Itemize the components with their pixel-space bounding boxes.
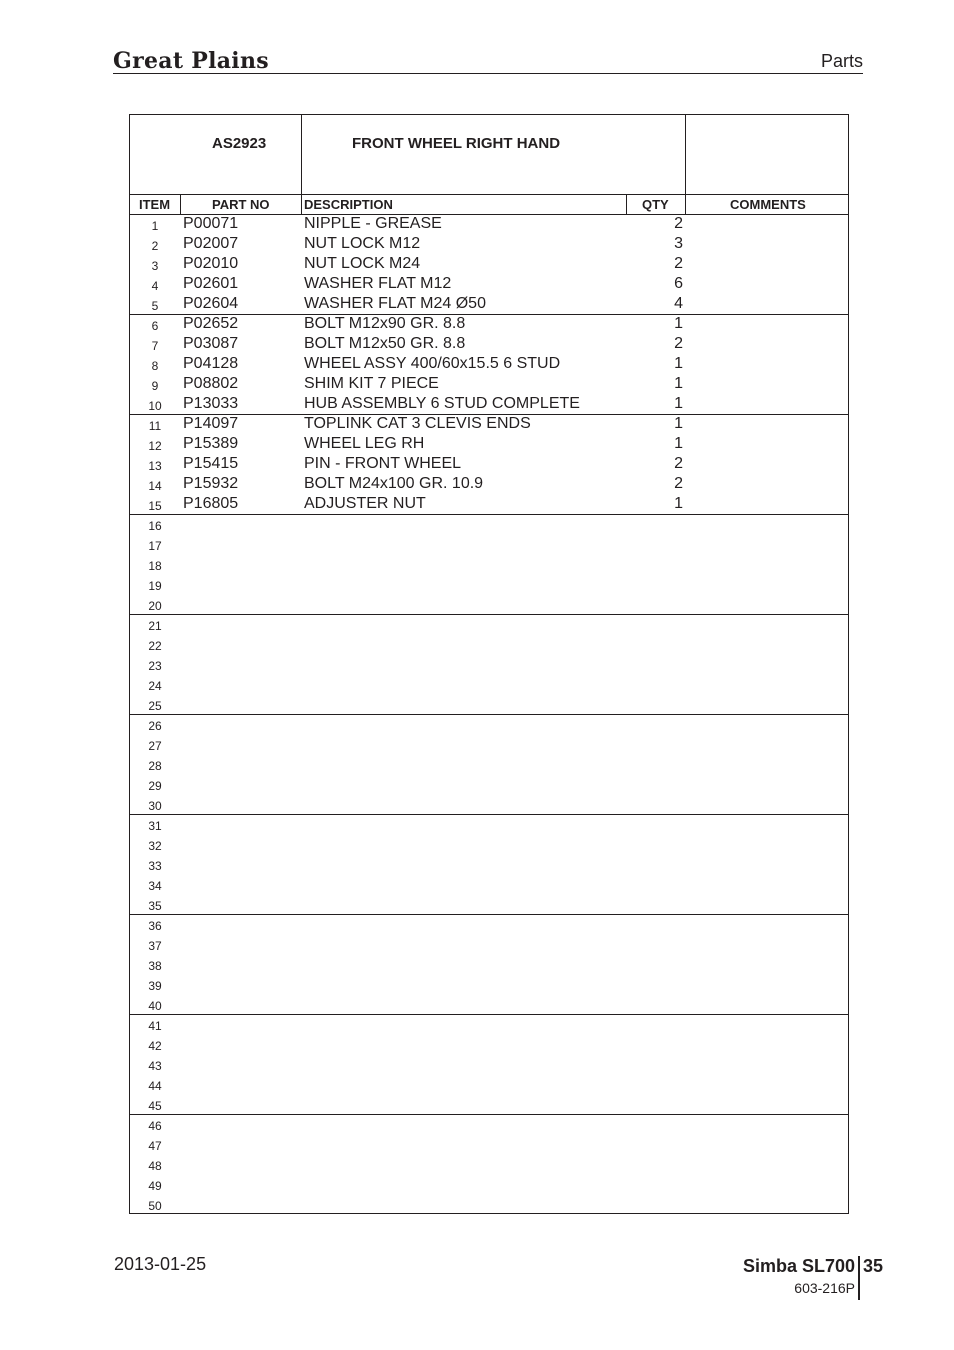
table-row [130,414,848,434]
row-item: 26 [148,719,162,733]
row-item: 13 [148,459,162,473]
row-item: 29 [148,779,162,793]
page-number: 35 [863,1256,884,1276]
row-part-no: P16805 [183,495,239,512]
row-part-no: P15932 [183,475,239,492]
table-row [130,834,848,854]
row-description: NIPPLE - GREASE [304,215,442,232]
row-item: 3 [151,259,159,273]
row-part-no: P15415 [183,455,239,472]
row-description: BOLT M24x100 GR. 10.9 [304,475,484,492]
row-item: 2 [151,239,159,253]
row-description: BOLT M12x90 GR. 8.8 [304,315,466,332]
row-item: 5 [151,299,159,313]
row-item: 47 [148,1139,162,1153]
table-row [130,1134,848,1154]
table-row [130,1174,848,1194]
header-rule [113,73,863,74]
table-row [130,1194,848,1214]
row-qty: 3 [674,235,683,252]
row-qty: 1 [674,495,683,512]
row-description: NUT LOCK M12 [304,235,421,252]
row-item: 45 [148,1099,162,1113]
row-description: ADJUSTER NUT [304,495,426,512]
table-row [130,394,848,414]
col-part-no: PART NO [212,197,270,212]
table-row [130,654,848,674]
table-row [130,734,848,754]
row-description: NUT LOCK M24 [304,255,421,272]
row-item: 25 [148,699,162,713]
table-row [130,634,848,654]
row-qty: 2 [674,335,683,352]
header-top-rule [130,194,848,195]
table-row [130,1014,848,1034]
table-row [130,374,848,394]
table-row [130,494,848,514]
row-part-no: P15389 [183,435,239,452]
row-qty: 6 [674,275,683,292]
table-row [130,814,848,834]
row-item: 33 [148,859,162,873]
row-part-no: P02652 [183,315,239,332]
row-item: 30 [148,799,162,813]
row-item: 34 [148,879,162,893]
row-item: 27 [148,739,162,753]
table-row [130,854,848,874]
row-qty: 1 [674,315,683,332]
table-row [130,1094,848,1114]
row-item: 43 [148,1059,162,1073]
row-description: WASHER FLAT M12 [304,275,452,292]
table-row [130,254,848,274]
table-row [130,354,848,374]
row-item: 8 [151,359,159,373]
divider-desc [626,195,627,215]
table-row [130,1054,848,1074]
col-item: ITEM [139,197,171,212]
table-row [130,314,848,334]
row-part-no: P08802 [183,375,239,392]
row-qty: 2 [674,255,683,272]
row-item: 17 [148,539,162,553]
assembly-number: AS2923 [212,135,267,152]
row-part-no: P13033 [183,395,239,412]
row-item: 48 [148,1159,162,1173]
row-description: WHEEL LEG RH [304,435,425,452]
row-description: BOLT M12x50 GR. 8.8 [304,335,466,352]
assembly-title: FRONT WHEEL RIGHT HAND [352,135,561,152]
row-part-no: P02010 [183,255,239,272]
table-row [130,434,848,454]
row-item: 38 [148,959,162,973]
table-row [130,534,848,554]
row-item: 6 [151,319,159,333]
table-row [130,674,848,694]
row-part-no: P02601 [183,275,239,292]
row-qty: 1 [674,435,683,452]
row-item: 1 [151,219,159,233]
row-description: HUB ASSEMBLY 6 STUD COMPLETE [304,395,580,412]
footer-date: 2013-01-25 [114,1254,207,1274]
row-qty: 1 [674,355,683,372]
row-qty: 4 [674,295,683,312]
row-qty: 1 [674,375,683,392]
row-description: WHEEL ASSY 400/60x15.5 6 STUD [304,355,561,372]
row-item: 44 [148,1079,162,1093]
table-row [130,274,848,294]
divider-part [301,115,302,215]
footer-model: Simba SL700 [742,1256,855,1276]
table-row [130,754,848,774]
row-description: PIN - FRONT WHEEL [304,455,462,472]
row-item: 14 [148,479,162,493]
col-qty: QTY [642,197,669,212]
table-row [130,1034,848,1054]
row-qty: 2 [674,215,683,232]
table-row [130,694,848,714]
row-item: 35 [148,899,162,913]
row-part-no: P02007 [183,235,239,252]
col-description: DESCRIPTION [304,197,393,212]
table-row [130,454,848,474]
row-item: 9 [151,379,159,393]
table-row [130,774,848,794]
table-row [130,574,848,594]
row-item: 4 [151,279,159,293]
row-item: 15 [148,499,162,513]
row-item: 36 [148,919,162,933]
parts-table [129,114,849,1214]
row-item: 41 [148,1019,162,1033]
row-item: 46 [148,1119,162,1133]
table-row [130,894,848,914]
row-part-no: P00071 [183,215,239,232]
row-qty: 1 [674,395,683,412]
table-row [130,1154,848,1174]
row-qty: 2 [674,475,683,492]
table-row [130,1074,848,1094]
table-row [130,334,848,354]
row-description: SHIM KIT 7 PIECE [304,375,439,392]
table-row [130,474,848,494]
table-row [130,914,848,934]
table-row [130,714,848,734]
table-row [130,554,848,574]
row-item: 10 [148,399,162,413]
row-item: 50 [148,1199,162,1213]
table-row [130,994,848,1014]
table-row [130,514,848,534]
row-item: 22 [148,639,162,653]
table-row [130,874,848,894]
table-row [130,294,848,314]
row-item: 39 [148,979,162,993]
col-comments: COMMENTS [730,197,806,212]
table-row [130,934,848,954]
row-item: 18 [148,559,162,573]
divider-qty [685,115,686,215]
row-qty: 2 [674,455,683,472]
row-item: 12 [148,439,162,453]
table-row [130,974,848,994]
row-item: 28 [148,759,162,773]
row-item: 24 [148,679,162,693]
row-description: WASHER FLAT M24 Ø50 [304,295,486,312]
row-item: 20 [148,599,162,613]
table-row [130,234,848,254]
row-item: 42 [148,1039,162,1053]
row-item: 11 [148,419,162,433]
row-part-no: P03087 [183,335,239,352]
footer-doc-number: 603-216P [794,1280,855,1296]
row-item: 49 [148,1179,162,1193]
row-part-no: P04128 [183,355,239,372]
table-row [130,614,848,634]
row-part-no: P14097 [183,415,239,432]
row-item: 31 [148,819,162,833]
row-item: 7 [151,339,159,353]
row-item: 19 [148,579,162,593]
row-item: 32 [148,839,162,853]
table-row [130,1114,848,1134]
footer-divider [858,1256,860,1300]
row-item: 37 [148,939,162,953]
row-item: 40 [148,999,162,1013]
row-item: 21 [148,619,162,633]
row-item: 23 [148,659,162,673]
row-qty: 1 [674,415,683,432]
row-item: 16 [148,519,162,533]
brand-logo: Great Plains [113,48,269,74]
section-label: Parts [820,51,863,71]
row-part-no: P02604 [183,295,239,312]
table-row [130,794,848,814]
table-row [130,594,848,614]
table-row [130,954,848,974]
row-description: TOPLINK CAT 3 CLEVIS ENDS [304,415,531,432]
table-row [130,214,848,234]
divider-item [180,195,181,215]
